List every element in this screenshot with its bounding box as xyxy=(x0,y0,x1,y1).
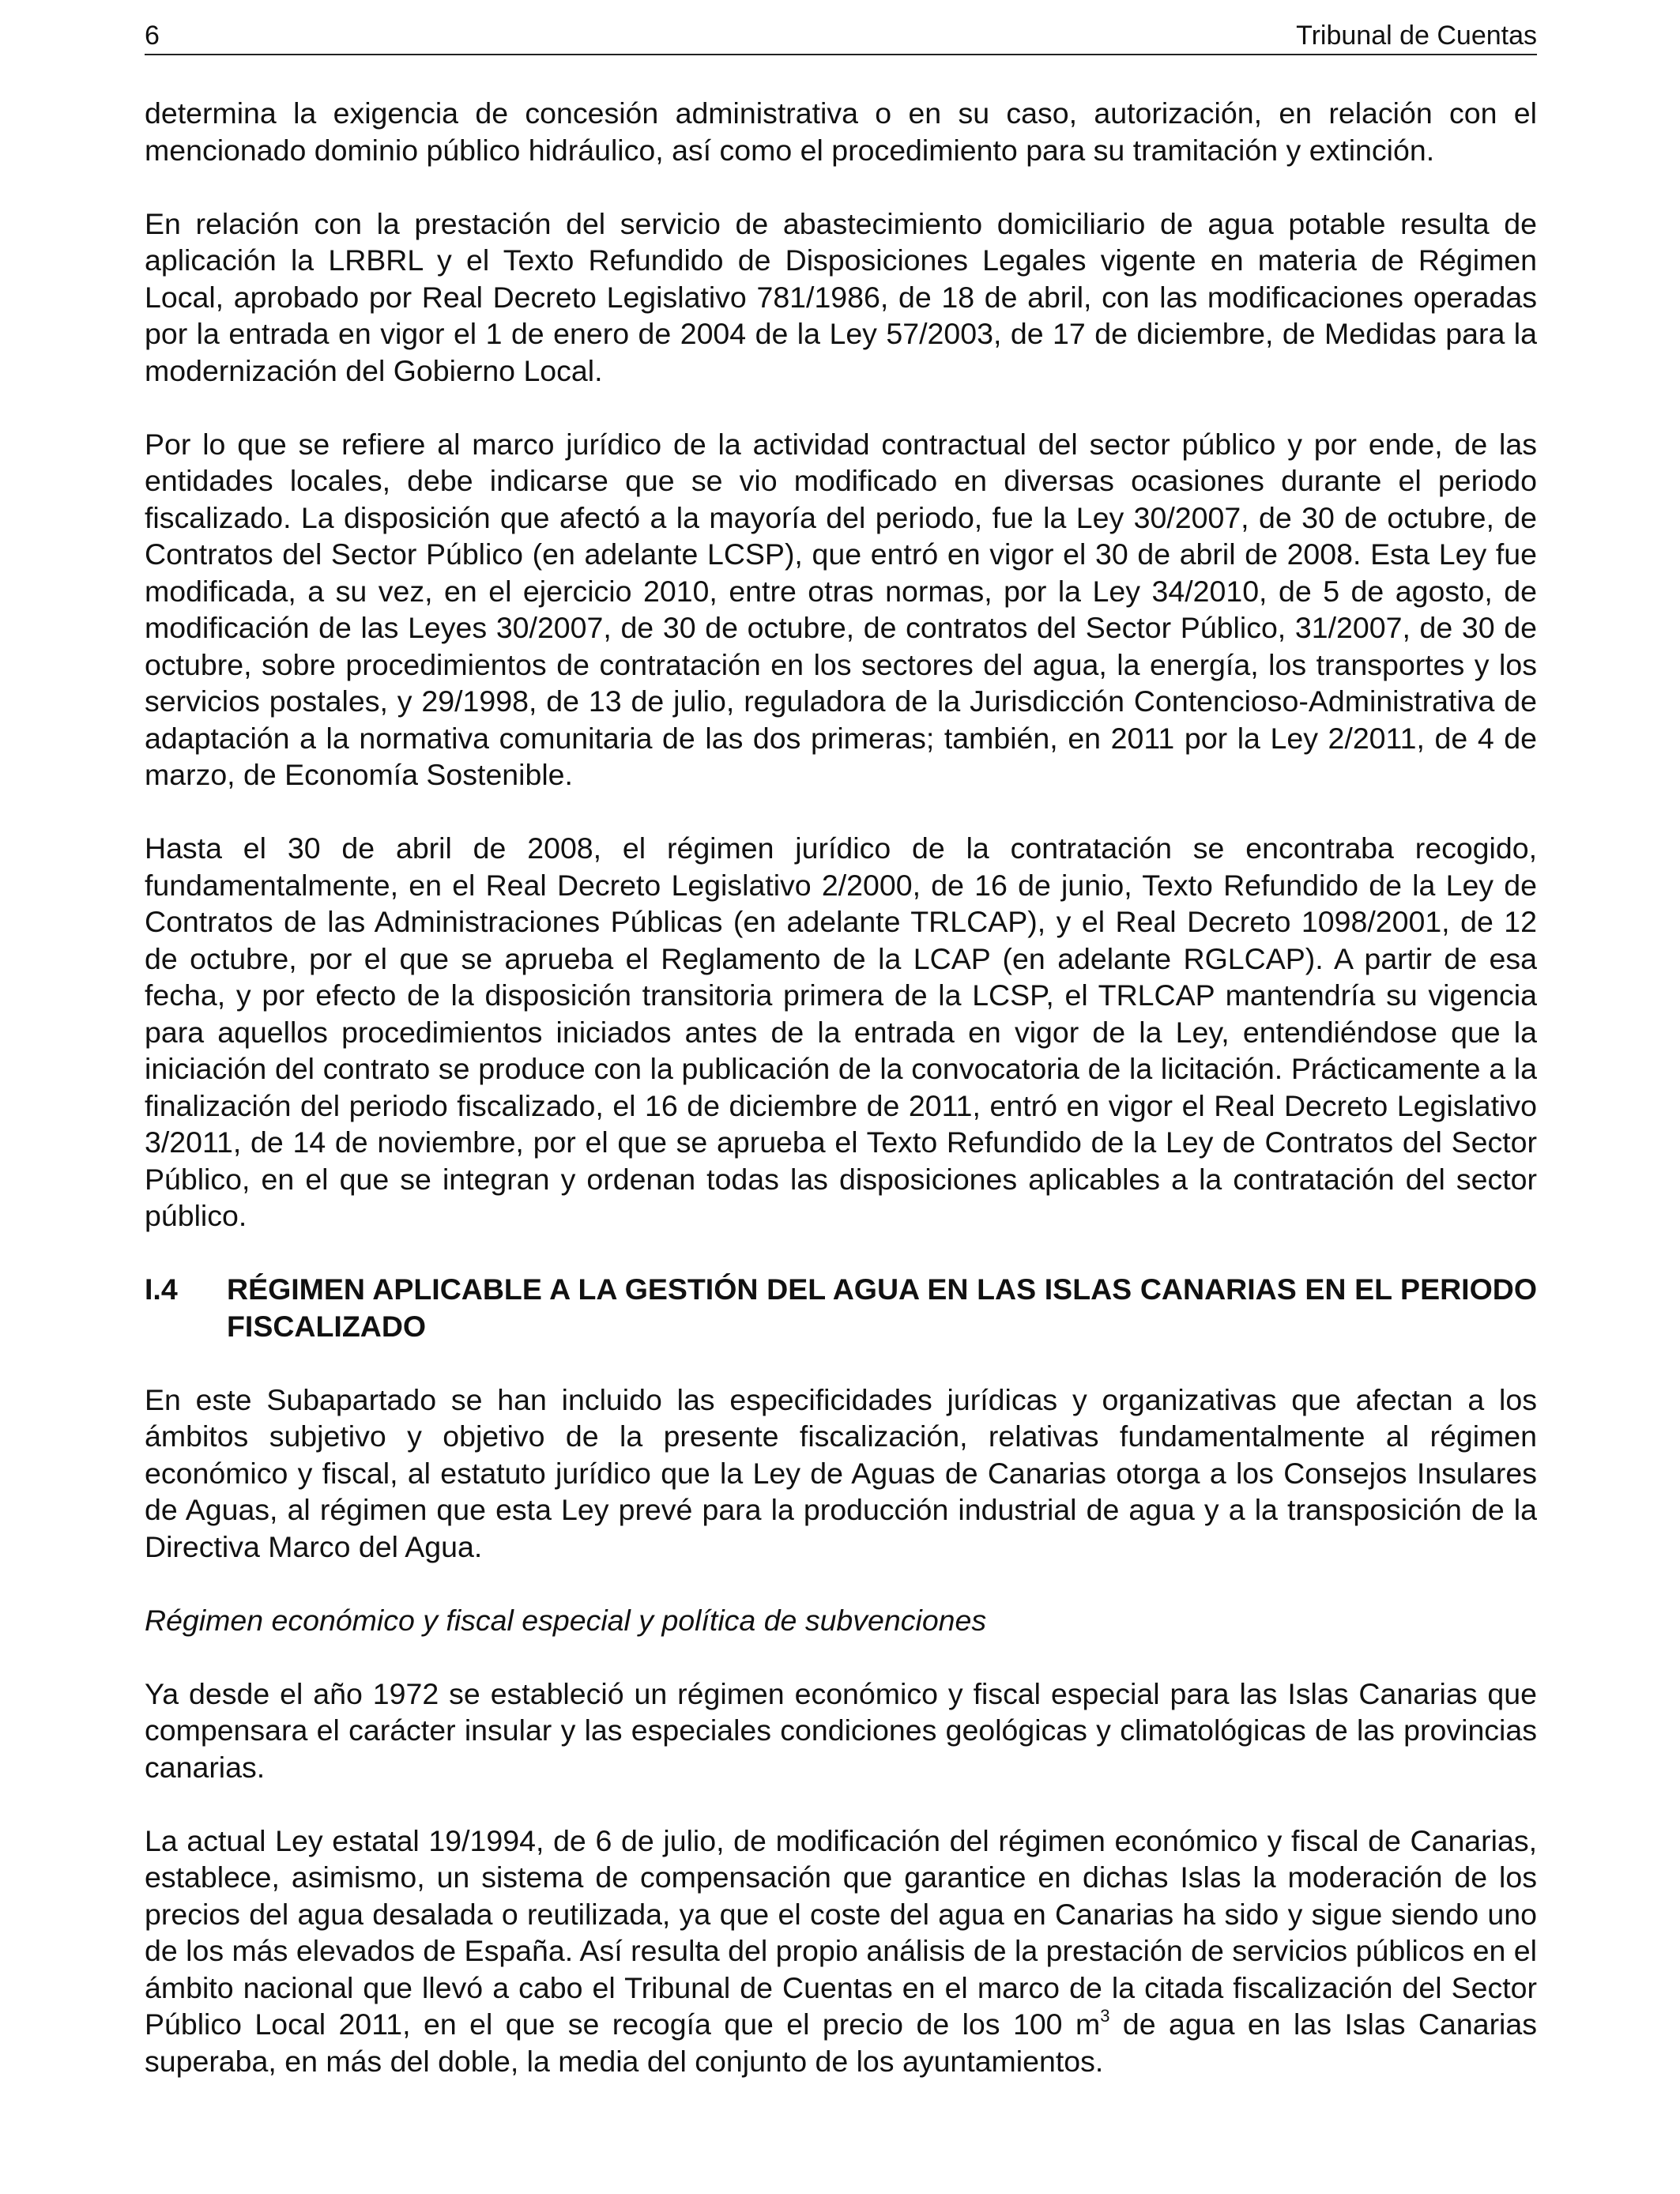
paragraph-6: Ya desde el año 1972 se estableció un régimen económico y fiscal especial para las Islas Canarias que compensara el carácter insular y las especiales condiciones geológicas y climatológicas de las provincias canarias. xyxy=(145,1676,1537,1784)
paragraph-7-text-end: de agua en las Islas Canarias superaba, en más del doble, la media del conjunto de los ayuntamientos. xyxy=(145,2007,1537,2078)
paragraph-5: En este Subapartado se han incluido las especificidades jurídicas y organizativas que afectan a los ámbitos subjetivo y objetivo de la presente fiscalización, relativas fundamentalmente al régimen económico y fiscal, al estatuto jurídico que la Ley de Aguas de Canarias otorga a los Consejos Insulares de Aguas, al régimen que esta Ley prevé para la producción industrial de agua y a la transposición de la Directiva Marco del Agua. xyxy=(145,1382,1537,1563)
paragraph-1: determina la exigencia de concesión administrativa o en su caso, autorización, en relación con el mencionado dominio público hidráulico, así como el procedimiento para su tramitación y extinción. xyxy=(145,96,1537,167)
running-header xyxy=(145,16,1537,55)
section-title: RÉGIMEN APLICABLE A LA GESTIÓN DEL AGUA EN LAS ISLAS CANARIAS EN EL PERIODO FISCALIZADO xyxy=(227,1272,1537,1343)
paragraph-7 xyxy=(145,1823,1537,2080)
document-page xyxy=(145,0,1537,2194)
page-number: 6 xyxy=(145,21,160,51)
paragraph-3: Por lo que se refiere al marco jurídico de la actividad contractual del sector público y por ende, de las entidades locales, debe indicarse que se vio modificado en diversas ocasiones durante el periodo fiscalizado. La disposición que afectó a la mayoría del periodo, fue la Ley 30/2007, de 30 de octubre, de Contratos del Sector Público (en adelante LCSP), que entró en vigor el 30 de abril de 2008. Esta Ley fue modificada, a su vez, en el ejercicio 2010, entre otras normas, por la Ley 34/2010, de 5 de agosto, de modificación de las Leyes 30/2007, de 30 de octubre, de contratos del Sector Público, 31/2007, de 30 de octubre, sobre procedimientos de contratación en los sectores del agua, la energía, los transportes y los servicios postales, y 29/1998, de 13 de julio, reguladora de la Jurisdicción Contencioso-Administrativa de adaptación a la normativa comunitaria de las dos primeras; también, en 2011 por la Ley 2/2011, de 4 de marzo, de Economía Sostenible. xyxy=(145,427,1537,791)
superscript-3: 3 xyxy=(1100,2006,1110,2026)
paragraph-7-text-start: La actual Ley estatal 19/1994, de 6 de julio, de modificación del régimen económico y fiscal de Canarias, establece, asimismo, un sistema de compensación que garantice en dichas Islas la moderación de los precios del agua desalada o reutilizada, ya que el coste del agua en Canarias ha sido y sigue siendo uno de los más elevados de España. Así resulta del propio análisis de la prestación de servicios públicos en el ámbito nacional que llevó a cabo el Tribunal de Cuentas en el marco de la citada fiscalización del Sector Público Local 2011, en el que se recogía que el precio de los 100 m xyxy=(145,1823,1537,2041)
header-title: Tribunal de Cuentas xyxy=(1296,21,1537,51)
subsection-heading: Régimen económico y fiscal especial y política de subvenciones xyxy=(145,1603,987,1637)
section-number: I.4 xyxy=(145,1272,178,1306)
body-text xyxy=(145,95,1537,2117)
paragraph-4: Hasta el 30 de abril de 2008, el régimen jurídico de la contratación se encontraba recogido, fundamentalmente, en el Real Decreto Legislativo 2/2000, de 16 de junio, Texto Refundido de la Ley de Contratos de las Administraciones Públicas (en adelante TRLCAP), y el Real Decreto 1098/2001, de 12 de octubre, por el que se aprueba el Reglamento de la LCAP (en adelante RGLCAP). A partir de esa fecha, y por efecto de la disposición transitoria primera de la LCSP, el TRLCAP mantendría su vigencia para aquellos procedimientos iniciados antes de la entrada en vigor de la Ley, entendiéndose que la iniciación del contrato se produce con la publicación de la convocatoria de la licitación. Prácticamente a la finalización del periodo fiscalizado, el 16 de diciembre de 2011, entró en vigor el Real Decreto Legislativo 3/2011, de 14 de noviembre, por el que se aprueba el Texto Refundido de la Ley de Contratos del Sector Público, en el que se integran y ordenan todas las disposiciones aplicables a la contratación del sector público. xyxy=(145,831,1537,1232)
section-heading xyxy=(145,1271,1537,1344)
paragraph-2: En relación con la prestación del servicio de abastecimiento domiciliario de agua potable resulta de aplicación la LRBRL y el Texto Refundido de Disposiciones Legales vigente en materia de Régimen Local, aprobado por Real Decreto Legislativo 781/1986, de 18 de abril, con las modificaciones operadas por la entrada en vigor el 1 de enero de 2004 de la Ley 57/2003, de 17 de diciembre, de Medidas para la modernización del Gobierno Local. xyxy=(145,206,1537,387)
